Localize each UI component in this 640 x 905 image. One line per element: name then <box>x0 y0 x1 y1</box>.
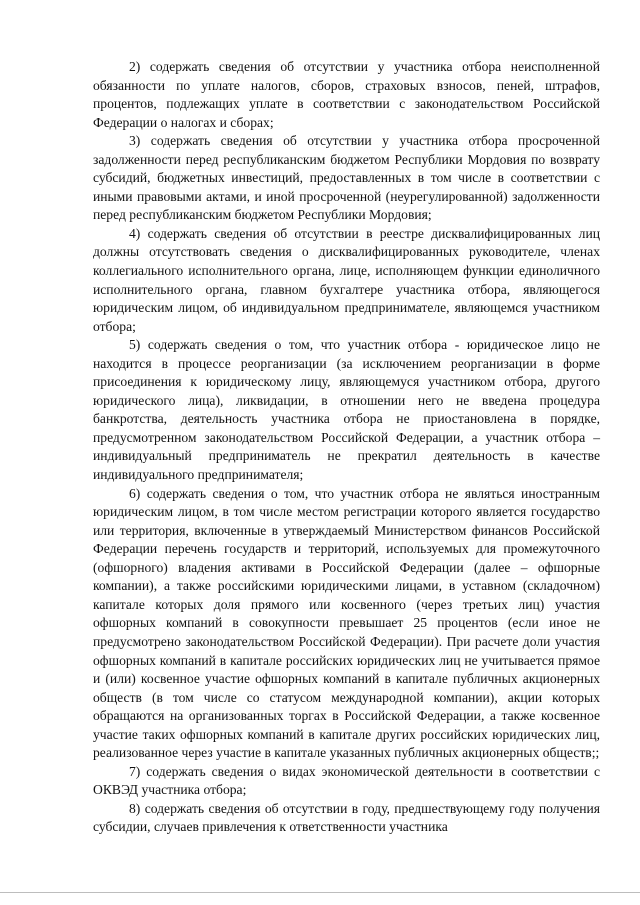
paragraph-item-5: 5) содержать сведения о том, что участник отбора - юридическое лицо не находится в процессе реорганизации (за исключением реорганизации в форме присоединения к юридическому лицу, являющемуся участником отбора, другого юридического лица), ликвидации, в отношении него не введена процедура банкротства, деятельность участника отбора не приостановлена в порядке, предусмотренном законодательством Российской Федерации, а участник отбора – индивидуальный предприниматель не прекратил деятельность в качестве индивидуального предпринимателя; <box>93 337 600 483</box>
paragraph-item-6: 6) содержать сведения о том, что участник отбора не являться иностранным юридическим лицом, в том числе местом регистрации которого является государство или территория, включенные в утверждаемый Министерством финансов Российской Федерации перечень государств и территорий, используемых для промежуточного (офшорного) владения активами в Российской Федерации (далее – офшорные компании), а также российскими юридическими лицами, в уставном (складочном) капитале которых доля прямого или косвенного (через третьих лиц) участия офшорных компаний в совокупности превышает 25 процентов (если иное не предусмотрено законодательством Российской Федерации). При расчете доли участия офшорных компаний в капитале российских юридических лиц не учитывается прямое и (или) косвенное участие офшорных компаний в капитале публичных акционерных обществ (в том числе со статусом международной компании), акции которых обращаются на организованных торгах в Российской Федерации, а также косвенное участие таких офшорных компаний в капитале других российских юридических лиц, реализованное через участие в капитале указанных публичных акционерных обществ;; <box>93 485 600 761</box>
paragraph-item-3: 3) содержать сведения об отсутствии у участника отбора просроченной задолженности перед республиканским бюджетом Республики Мордовия по возврату субсидий, бюджетных инвестиций, предоставленных в том числе в соответствии с иными правовыми актами, и иной просроченной (неурегулированной) задолженности перед республиканским бюджетом Республики Мордовия; <box>93 133 600 223</box>
page-bottom-rule <box>0 892 640 893</box>
paragraph-item-8: 8) содержать сведения об отсутствии в году, предшествующему году получения субсидии, случаев привлечения к ответственности участника <box>93 800 600 835</box>
paragraph-item-7: 7) содержать сведения о видах экономической деятельности в соответствии с ОКВЭД участника отбора; <box>93 763 600 798</box>
paragraph-item-2: 2) содержать сведения об отсутствии у участника отбора неисполненной обязанности по уплате налогов, сборов, страховых взносов, пеней, штрафов, процентов, подлежащих уплате в соответствии с законодательством Российской Федерации о налогах и сборах; <box>93 59 600 130</box>
document-body <box>93 58 600 837</box>
paragraph-item-4: 4) содержать сведения об отсутствии в реестре дисквалифицированных лиц должны отсутствовать сведения о дисквалифицированных руководителе, членах коллегиального исполнительного органа, лице, исполняющем функции единоличного исполнительного органа, главном бухгалтере участника отбора, являющегося юридическим лицом, об индивидуальном предпринимателе, являющемся участником отбора; <box>93 225 600 334</box>
